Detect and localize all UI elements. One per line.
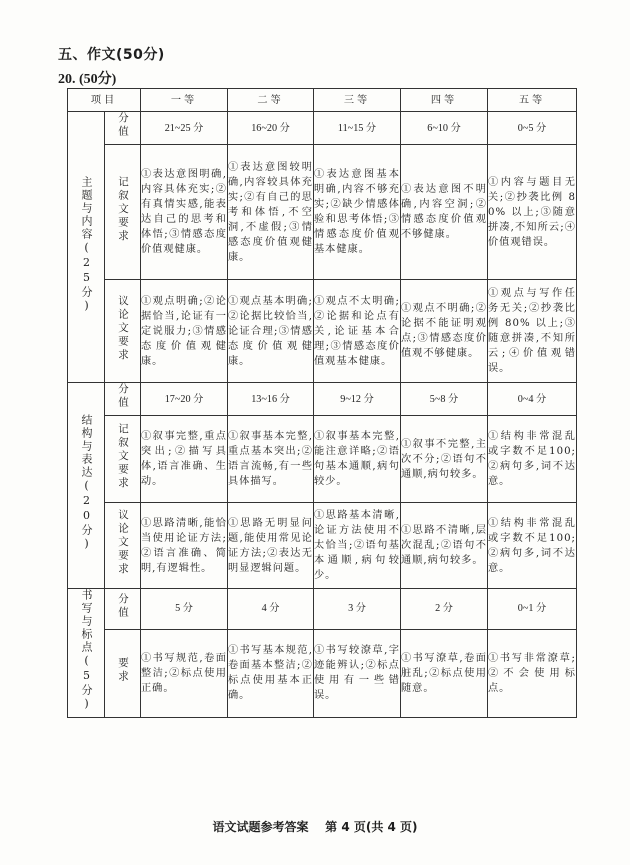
criteria-cell: ①内容与题目无关;②抄袭比例 80% 以上;③随意拼凑,不知所云;④价值观错误。 bbox=[488, 145, 577, 280]
criteria-cell: ①思路基本清晰,论证方法使用不太恰当;②语句基本通顺,病句较少。 bbox=[314, 503, 401, 589]
criteria-cell: ①书写潦草,卷面脏乱;②标点使用随意。 bbox=[401, 629, 488, 717]
score-label: 分值 bbox=[105, 112, 141, 145]
score-cell: 0~4 分 bbox=[488, 383, 577, 416]
score-cell: 0~5 分 bbox=[488, 112, 577, 145]
criteria-cell: ①观点与写作任务无关;②抄袭比例 80% 以上;③随意拼凑,不知所云;④价值观错误。 bbox=[488, 280, 577, 383]
criteria-cell: ①叙事完整,重点突出;②描写具体,语言准确、生动。 bbox=[141, 416, 228, 503]
question-title: 20. (50分) bbox=[58, 72, 117, 87]
criteria-cell: ①叙事基本完整,能注意详略;②语句基本通顺,病句较少。 bbox=[314, 416, 401, 503]
criteria-cell: ①思路不清晰,层次混乱;②语句不通顺,病句较多。 bbox=[401, 503, 488, 589]
score-cell: 6~10 分 bbox=[401, 112, 488, 145]
category-label-structure: 结构与表达(20分) bbox=[68, 383, 105, 589]
criteria-cell: ①观点基本明确;②论据比较恰当,论证合理;③情感态度价值观健康。 bbox=[228, 280, 314, 383]
score-cell: 17~20 分 bbox=[141, 383, 228, 416]
score-label: 分值 bbox=[105, 383, 141, 416]
criteria-cell: ①书写规范,卷面整洁;②标点使用正确。 bbox=[141, 629, 228, 717]
score-cell: 4 分 bbox=[228, 589, 314, 630]
table-row bbox=[68, 112, 577, 145]
scoring-rubric-table bbox=[67, 88, 577, 718]
criteria-cell: ①书写基本规范,卷面基本整洁;②标点使用基本正确。 bbox=[228, 629, 314, 717]
page-footer: 语文试题参考答案 第 4 页(共 4 页) bbox=[212, 820, 418, 834]
criteria-cell: ①观点明确;②论据恰当,论证有一定说服力;③情感态度价值观健康。 bbox=[141, 280, 228, 383]
score-cell: 3 分 bbox=[314, 589, 401, 630]
criteria-cell: ①书写较潦草,字迹能辨认;②标点使用有一些错误。 bbox=[314, 629, 401, 717]
score-label: 分值 bbox=[105, 589, 141, 630]
table-row bbox=[68, 503, 577, 589]
score-cell: 2 分 bbox=[401, 589, 488, 630]
table-row bbox=[68, 383, 577, 416]
score-cell: 11~15 分 bbox=[314, 112, 401, 145]
criteria-cell: ①表达意图明确,内容具体充实;②有真情实感,能表达自己的思考和体悟;③情感态度价值观健康。 bbox=[141, 145, 228, 280]
criteria-cell: ①表达意图较明确,内容较具体充实;②有自己的思考和体悟,不空洞,不虚假;③情感态度价值观健康。 bbox=[228, 145, 314, 280]
score-cell: 21~25 分 bbox=[141, 112, 228, 145]
criteria-cell: ①观点不明确;②论据不能证明观点;③情感态度价值观不够健康。 bbox=[401, 280, 488, 383]
score-cell: 13~16 分 bbox=[228, 383, 314, 416]
table-row bbox=[68, 416, 577, 503]
category-label-theme: 主题与内容(25分) bbox=[68, 112, 105, 383]
criteria-cell: ①结构非常混乱或字数不足100;②病句多,词不达意。 bbox=[488, 416, 577, 503]
row-label-argumentative: 议论文要求 bbox=[105, 280, 141, 383]
table-row bbox=[68, 589, 577, 630]
row-label-argumentative: 议论文要求 bbox=[105, 503, 141, 589]
table-row bbox=[68, 280, 577, 383]
grade-header-2: 二等 bbox=[228, 89, 314, 112]
grade-header-3: 三等 bbox=[314, 89, 401, 112]
table-header-row bbox=[68, 89, 577, 112]
criteria-cell: ①叙事不完整,主次不分;②语句不通顺,病句较多。 bbox=[401, 416, 488, 503]
score-cell: 9~12 分 bbox=[314, 383, 401, 416]
criteria-cell: ①思路无明显问题,能使用常见论证方法;②表达无明显逻辑问题。 bbox=[228, 503, 314, 589]
score-cell: 5~8 分 bbox=[401, 383, 488, 416]
criteria-cell: ①表达意图基本明确,内容不够充实;②缺少情感体验和思考体悟;③情感态度价值观基本健康。 bbox=[314, 145, 401, 280]
score-cell: 5 分 bbox=[141, 589, 228, 630]
criteria-cell: ①书写非常潦草;②不会使用标点。 bbox=[488, 629, 577, 717]
criteria-cell: ①思路清晰,能恰当使用论证方法;②语言准确、简明,有逻辑性。 bbox=[141, 503, 228, 589]
table-row bbox=[68, 145, 577, 280]
score-cell: 0~1 分 bbox=[488, 589, 577, 630]
grade-header-1: 一等 bbox=[141, 89, 228, 112]
category-label-handwriting: 书写与标点(5分) bbox=[68, 589, 105, 718]
row-label-narrative: 记叙文要求 bbox=[105, 416, 141, 503]
criteria-cell: ①表达意图不明确,内容空洞;②情感态度价值观不够健康。 bbox=[401, 145, 488, 280]
corner-label: 项目 bbox=[68, 89, 141, 112]
score-cell: 16~20 分 bbox=[228, 112, 314, 145]
criteria-cell: ①叙事基本完整,重点基本突出;②语言流畅,有一些具体描写。 bbox=[228, 416, 314, 503]
row-label-requirements: 要求 bbox=[105, 629, 141, 717]
grade-header-5: 五等 bbox=[488, 89, 577, 112]
criteria-cell: ①结构非常混乱或字数不足100;②病句多,词不达意。 bbox=[488, 503, 577, 589]
grade-header-4: 四等 bbox=[401, 89, 488, 112]
criteria-cell: ①观点不太明确;②论据和论点有关,论证基本合理;③情感态度价值观基本健康。 bbox=[314, 280, 401, 383]
row-label-narrative: 记叙文要求 bbox=[105, 145, 141, 280]
section-title: 五、作文(50分) bbox=[58, 47, 165, 63]
table-row bbox=[68, 629, 577, 717]
